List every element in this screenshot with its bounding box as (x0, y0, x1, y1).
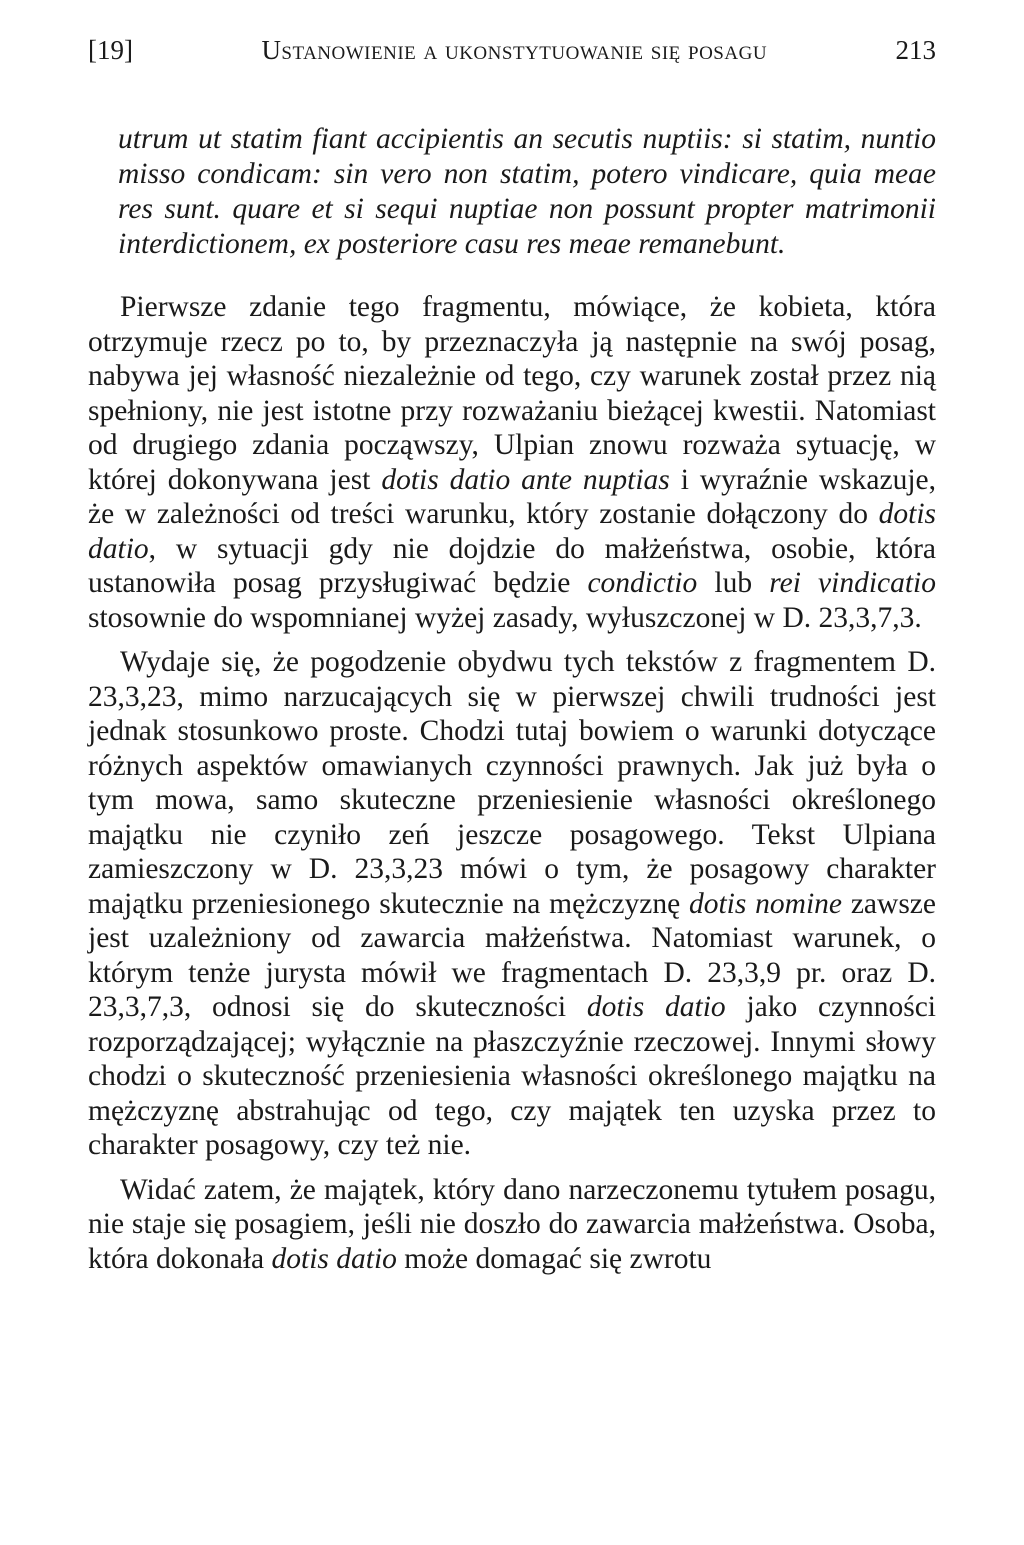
paragraph-text: stosownie do wspomnianej wyżej zasady, wyłuszczonej w D. 23,3,7,3. (88, 601, 922, 634)
latin-term: dotis nomine (688, 887, 843, 920)
paragraph-text: Pierwsze zdanie tego fragmentu, mówiące, że kobieta, która otrzymuje rzecz po to, by przeznaczyła ją następnie na swój posag, nabywa jej własność niezależnie od tego, czy warunek został przez nią spełniony, nie jest istotne przy rozważaniu bieżącej kwestii. Natomiast od drugiego zdania począwszy, Ulpian znowu rozważa sytuację, w której dokonywana jest (88, 291, 936, 496)
latin-term: condictio (587, 567, 698, 599)
page-number: 213 (895, 35, 936, 65)
latin-term: dotis datio (88, 498, 936, 565)
paragraph-text: Wydaje się, że pogodzenie obydwu tych tekstów z fragmentem D. 23,3,23, mimo narzucających się w pierwszej chwili trudności jest jednak stosunkowo proste. Chodzi tutaj bowiem o warunki dotyczące różnych aspektów omawianych czynności prawnych. Jak już była o tym mowa, samo skuteczne przeniesienie własności określonego majątku nie czyniło zeń jeszcze posagowego. Tekst Ulpiana zamieszczony w D. 23,3,23 mówi o tym, że posagowy charakter majątku przeniesionego skutecznie na mężczyznę (88, 646, 936, 920)
latin-term: dotis datio ante nuptias (381, 463, 670, 496)
paragraph-text: Widać zatem, że majątek, który dano narzeczonemu tytułem posagu, nie staje się posagiem, jeśli nie doszło do zawarcia małżeństwa. Osoba, która dokonała (88, 1173, 936, 1275)
latin-quotation: utrum ut statim fiant accipientis an secutis nuptiis: si statim, nuntio misso condicam: sin vero non statim, potero vindicare, quia meae res sunt. quare et si sequi nuptiae non possunt propter matrimonii interdictionem, ex posteriore casu res meae remanebunt. (118, 123, 936, 260)
chapter-title: Ustanowienie a ukonstytuowanie się posagu (261, 35, 768, 65)
latin-term: rei vindicatio (769, 567, 937, 599)
running-header (88, 30, 936, 70)
paragraph-text: jako czynności rozporządzającej; wyłącznie na płaszczyźnie rzeczowej. Innymi słowy chodzi o skuteczność przeniesienia własności określonego majątku na mężczyznę abstrahując od tego, czy majątek ten uzyska przez to charakter posagowy, czy też nie. (88, 991, 936, 1161)
paragraph-1 (88, 290, 936, 635)
latin-term: dotis datio (271, 1242, 397, 1275)
paragraph-text: zawsze jest uzależniony od zawarcia małżeństwa. Natomiast warunek, o którym tenże jurysta mówił we fragmentach D. 23,3,9 pr. oraz D. 23,3,7,3, odnosi się do skuteczności (88, 887, 936, 1023)
document-page (88, 30, 936, 1286)
paragraph-text: i wyraźnie wskazuje, że w zależności od treści warunku, który zostanie dołączony do (88, 463, 936, 530)
paragraph-3 (88, 1173, 936, 1277)
latin-term: dotis datio (586, 991, 726, 1023)
paragraph-text: lub (697, 567, 770, 599)
paragraph-2 (88, 645, 936, 1163)
paragraph-text: może domagać się zwrotu (396, 1242, 712, 1275)
section-number: [19] (88, 35, 133, 65)
paragraph-text: , w sytuacji gdy nie dojdzie do małżeństwa, osobie, która ustanowiła posag przysługiwać będzie (88, 532, 936, 599)
